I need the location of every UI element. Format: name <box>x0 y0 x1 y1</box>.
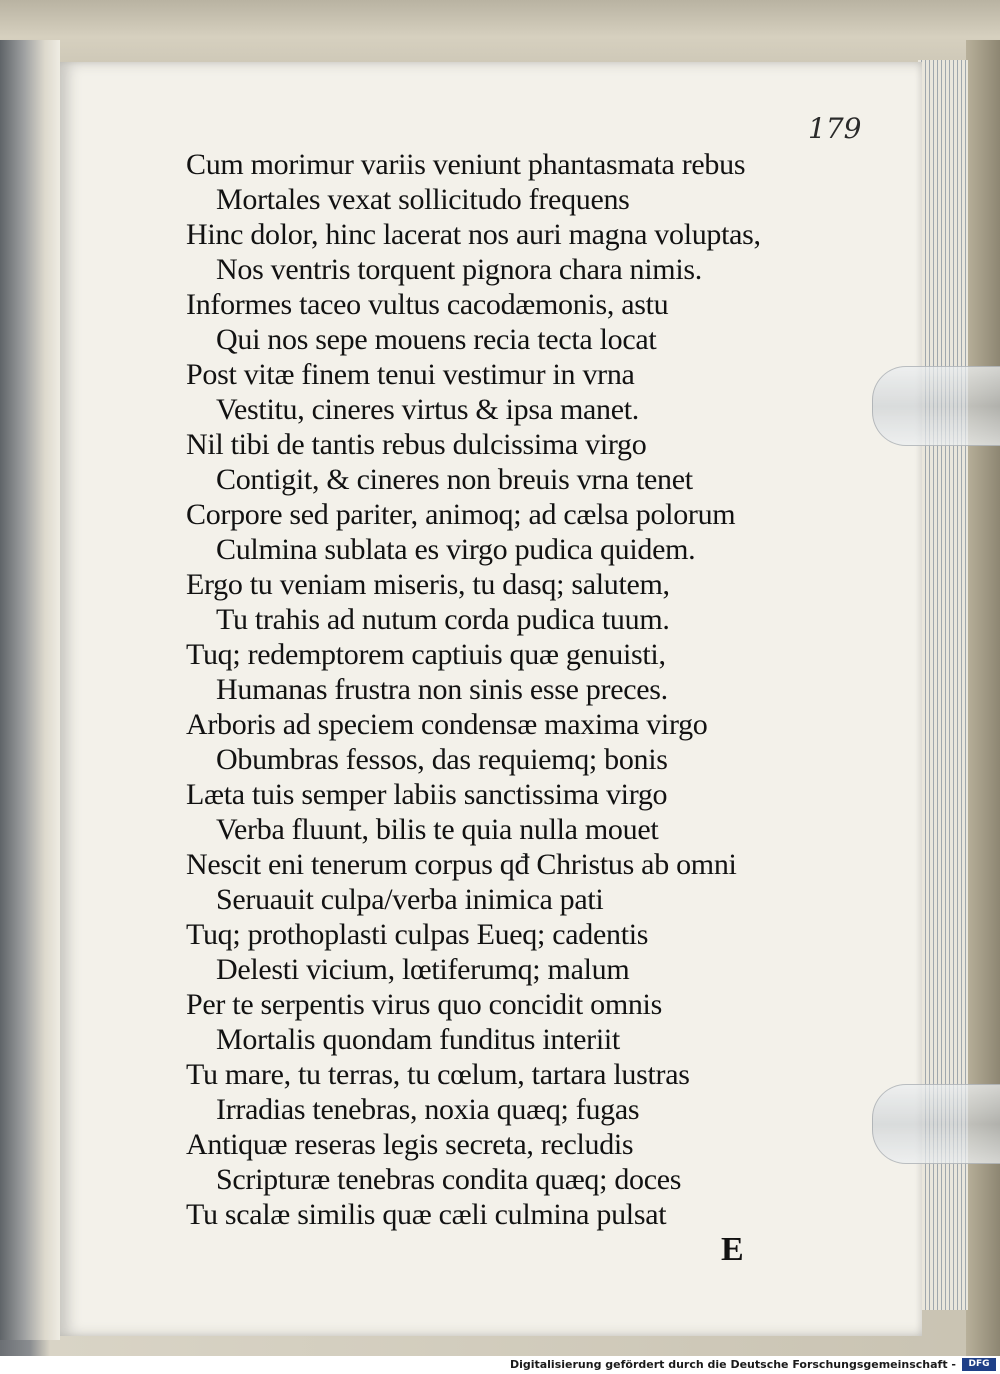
verse-line: Tu mare, tu terras, tu cœlum, tartara lustras <box>186 1058 690 1091</box>
verse-line: Post vitæ finem tenui vestimur in vrna <box>186 358 635 391</box>
verse-line: Cum morimur variis veniunt phantasmata rebus <box>186 148 746 181</box>
verse-line: Mortalis quondam funditus interiit <box>216 1023 620 1056</box>
verse-line: Arboris ad speciem condensæ maxima virgo <box>186 708 708 741</box>
verse-line: Ergo tu veniam miseris, tu dasq; salutem, <box>186 568 670 601</box>
verse-line: Humanas frustra non sinis esse preces. <box>216 673 668 706</box>
footer-bar <box>0 1356 1000 1374</box>
verse-line: Contigit, & cineres non breuis vrna tenet <box>216 463 693 496</box>
verse-line: Mortales vexat sollicitudo frequens <box>216 183 630 216</box>
verse-line: Delesti vicium, lœtiferumq; malum <box>216 953 630 986</box>
verse-line: Scripturæ tenebras condita quæq; doces <box>216 1163 682 1196</box>
verse-line: Qui nos sepe mouens recia tecta locat <box>216 323 657 356</box>
verse-line: Nos ventris torquent pignora chara nimis. <box>216 253 702 286</box>
verse-line: Nescit eni tenerum corpus qđ Christus ab omni <box>186 848 737 881</box>
page-top-edge <box>0 0 1000 62</box>
signature-mark: E <box>721 1231 744 1268</box>
verse-line: Obumbras fessos, das requiemq; bonis <box>216 743 668 776</box>
verse-line: Per te serpentis virus quo concidit omnis <box>186 988 662 1021</box>
verse-line: Nil tibi de tantis rebus dulcissima virgo <box>186 428 647 461</box>
verse-line: Informes taceo vultus cacodæmonis, astu <box>186 288 669 321</box>
verse-line: Vestitu, cineres virtus & ipsa manet. <box>216 393 639 426</box>
verse-line: Hinc dolor, hinc lacerat nos auri magna voluptas, <box>186 218 761 251</box>
verse-line: Corpore sed pariter, animoq; ad cælsa polorum <box>186 498 736 531</box>
verse-line: Verba fluunt, bilis te quia nulla mouet <box>216 813 659 846</box>
page-clip-bottom <box>872 1084 1000 1164</box>
verse-line: Tuq; prothoplasti culpas Eueq; cadentis <box>186 918 649 951</box>
verse-line: Tu trahis ad nutum corda pudica tuum. <box>216 603 670 636</box>
verse-line: Culmina sublata es virgo pudica quidem. <box>216 533 696 566</box>
verse-line: Læta tuis semper labiis sanctissima virgo <box>186 778 668 811</box>
verse-line: Antiquæ reseras legis secreta, recludis <box>186 1128 634 1161</box>
verse-line: Tuq; redemptorem captiuis quæ genuisti, <box>186 638 666 671</box>
facing-page-edge <box>0 40 60 1340</box>
dfg-logo: DFG <box>962 1358 996 1371</box>
folio-number: 179 <box>808 112 862 145</box>
funding-credit: Digitalisierung gefördert durch die Deutsche Forschungsgemeinschaft - <box>509 1358 956 1371</box>
verse-line: Tu scalæ similis quæ cæli culmina pulsat <box>186 1198 667 1231</box>
verse-line: Seruauit culpa/verba inimica pati <box>216 883 604 916</box>
page-clip-top <box>872 366 1000 446</box>
verse-line: Irradias tenebras, noxia quæq; fugas <box>216 1093 640 1126</box>
